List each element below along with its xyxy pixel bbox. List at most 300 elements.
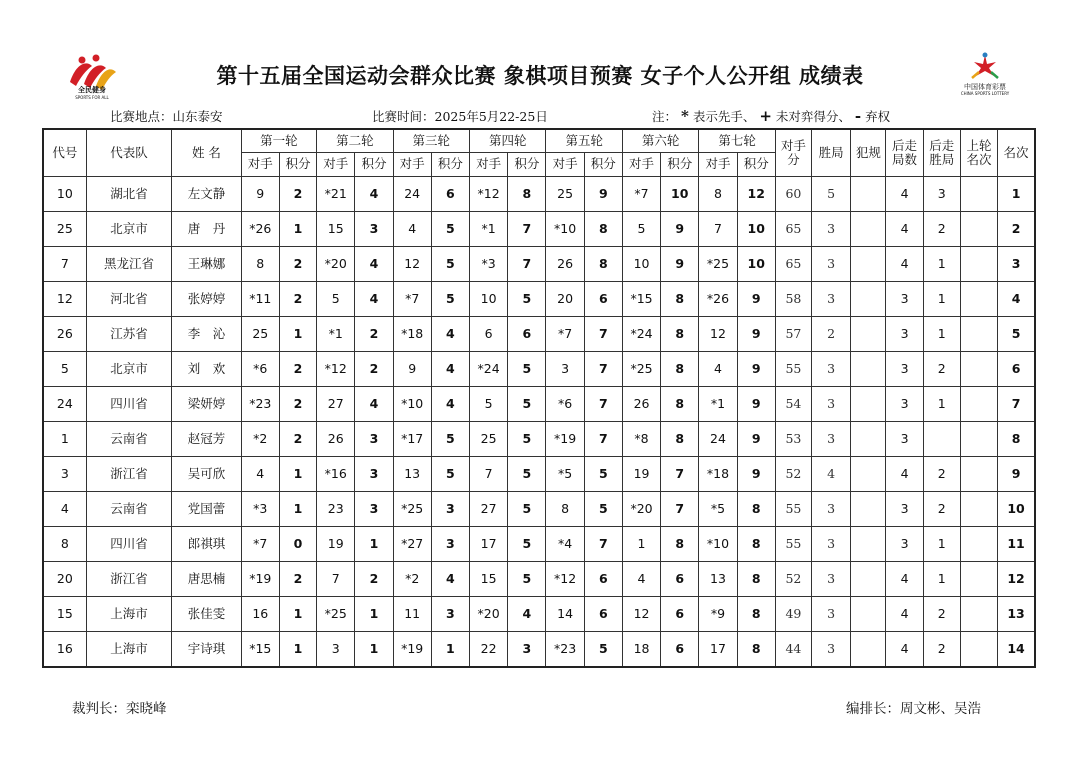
cell-points: 3 [355, 457, 393, 492]
match-time [372, 107, 548, 125]
cell-opponent: *19 [241, 562, 279, 597]
table-row [43, 282, 1035, 317]
legend-note [652, 107, 890, 125]
cell-code: 16 [43, 632, 86, 668]
cell-wins: 3 [812, 352, 851, 387]
col-code: 代号 [43, 129, 86, 177]
cell-opponent: 12 [699, 317, 737, 352]
cell-opponent: *25 [393, 492, 431, 527]
sub-opponent: 对手 [241, 153, 279, 177]
cell-opponent: *12 [546, 562, 584, 597]
cell-name: 李 沁 [172, 317, 241, 352]
cell-points: 3 [431, 492, 469, 527]
cell-points: 4 [431, 387, 469, 422]
cell-opponent: 15 [470, 562, 508, 597]
cell-code: 4 [43, 492, 86, 527]
cell-wins: 3 [812, 632, 851, 668]
cell-opponent: *4 [546, 527, 584, 562]
cell-points: 5 [508, 527, 546, 562]
cell-second-games: 4 [886, 247, 923, 282]
cell-points: 4 [431, 317, 469, 352]
cell-fouls [851, 632, 886, 668]
sub-points: 积分 [431, 153, 469, 177]
cell-code: 5 [43, 352, 86, 387]
cell-points: 7 [584, 387, 622, 422]
cell-points: 5 [508, 387, 546, 422]
cell-team: 四川省 [86, 527, 172, 562]
cell-second-wins: 3 [923, 177, 960, 212]
cell-opponent: 26 [546, 247, 584, 282]
cell-rank: 6 [998, 352, 1035, 387]
cell-team: 黑龙江省 [86, 247, 172, 282]
cell-points: 4 [355, 247, 393, 282]
table-row [43, 527, 1035, 562]
cell-opp-total: 52 [775, 457, 811, 492]
logo-right-caption: 中国体育彩票 [964, 83, 1006, 91]
cell-team: 江苏省 [86, 317, 172, 352]
cell-opponent: *12 [317, 352, 355, 387]
sub-points: 积分 [661, 153, 699, 177]
cell-team: 浙江省 [86, 562, 172, 597]
cell-opponent: 5 [470, 387, 508, 422]
cell-opponent: *24 [470, 352, 508, 387]
cell-opp-total: 57 [775, 317, 811, 352]
cell-opponent: 23 [317, 492, 355, 527]
cell-points: 8 [737, 492, 775, 527]
cell-code: 12 [43, 282, 86, 317]
cell-opponent: *7 [393, 282, 431, 317]
cell-fouls [851, 527, 886, 562]
cell-prev-rank [960, 422, 997, 457]
col-round-6: 第六轮 [622, 129, 698, 153]
cell-opponent: *18 [699, 457, 737, 492]
cell-wins: 3 [812, 387, 851, 422]
cell-opponent: 3 [546, 352, 584, 387]
cell-second-games: 3 [886, 492, 923, 527]
cell-wins: 3 [812, 597, 851, 632]
cell-fouls [851, 177, 886, 212]
cell-points: 5 [431, 422, 469, 457]
cell-second-games: 3 [886, 317, 923, 352]
cell-points: 2 [279, 177, 316, 212]
cell-opp-total: 55 [775, 527, 811, 562]
cell-name: 张婷婷 [172, 282, 241, 317]
cell-opponent: 4 [241, 457, 279, 492]
cell-opponent: 1 [622, 527, 660, 562]
cell-opponent: 10 [622, 247, 660, 282]
col-prev-rank: 上轮名次 [960, 129, 997, 177]
cell-opp-total: 52 [775, 562, 811, 597]
cell-opponent: *7 [241, 527, 279, 562]
cell-name: 左文静 [172, 177, 241, 212]
cell-name: 唐 丹 [172, 212, 241, 247]
sub-points: 积分 [737, 153, 775, 177]
cell-rank: 7 [998, 387, 1035, 422]
cell-wins: 2 [812, 317, 851, 352]
cell-code: 20 [43, 562, 86, 597]
cell-opp-total: 65 [775, 247, 811, 282]
sub-opponent: 对手 [546, 153, 584, 177]
cell-points: 1 [279, 597, 316, 632]
cell-opponent: *17 [393, 422, 431, 457]
col-team: 代表队 [86, 129, 172, 177]
cell-opponent: 18 [622, 632, 660, 668]
cell-opponent: *1 [470, 212, 508, 247]
cell-prev-rank [960, 387, 997, 422]
cell-opponent: 7 [470, 457, 508, 492]
table-row [43, 422, 1035, 457]
cell-rank: 2 [998, 212, 1035, 247]
cell-team: 湖北省 [86, 177, 172, 212]
cell-second-wins: 1 [923, 317, 960, 352]
cell-opponent: *5 [546, 457, 584, 492]
table-row [43, 632, 1035, 668]
location-value: 山东泰安 [172, 109, 223, 124]
cell-points: 9 [737, 352, 775, 387]
cell-opponent: 5 [317, 282, 355, 317]
cell-opp-total: 44 [775, 632, 811, 668]
cell-second-wins: 1 [923, 247, 960, 282]
cell-rank: 9 [998, 457, 1035, 492]
header-row-1 [43, 129, 1035, 153]
scheduler-label: 编排长： [846, 701, 900, 717]
cell-opponent: 27 [317, 387, 355, 422]
cell-points: 8 [661, 527, 699, 562]
cell-opp-total: 65 [775, 212, 811, 247]
cell-second-wins: 2 [923, 457, 960, 492]
cell-fouls [851, 457, 886, 492]
cell-name: 党国蕾 [172, 492, 241, 527]
cell-opponent: *15 [241, 632, 279, 668]
cell-opponent: *2 [241, 422, 279, 457]
cell-points: 2 [279, 282, 316, 317]
cell-opponent: 7 [699, 212, 737, 247]
cell-fouls [851, 387, 886, 422]
cell-points: 7 [661, 492, 699, 527]
cell-points: 12 [737, 177, 775, 212]
cell-points: 8 [661, 317, 699, 352]
cell-opponent: 26 [622, 387, 660, 422]
note-star-text: 表示先手、 [692, 109, 756, 124]
col-round-7: 第七轮 [699, 129, 775, 153]
cell-second-wins: 2 [923, 597, 960, 632]
cell-rank: 10 [998, 492, 1035, 527]
cell-opponent: 5 [622, 212, 660, 247]
cell-opponent: 27 [470, 492, 508, 527]
cell-opponent: *26 [241, 212, 279, 247]
col-rank: 名次 [998, 129, 1035, 177]
cell-team: 北京市 [86, 212, 172, 247]
time-label: 比赛时间： [372, 109, 435, 124]
cell-opponent: *27 [393, 527, 431, 562]
cell-points: 9 [661, 247, 699, 282]
cell-points: 2 [355, 562, 393, 597]
cell-rank: 13 [998, 597, 1035, 632]
cell-points: 1 [279, 212, 316, 247]
cell-points: 10 [737, 212, 775, 247]
note-star-symbol: * [681, 107, 689, 125]
cell-second-games: 4 [886, 457, 923, 492]
cell-opponent: 22 [470, 632, 508, 668]
cell-opponent: *7 [622, 177, 660, 212]
cell-prev-rank [960, 457, 997, 492]
cell-points: 7 [584, 352, 622, 387]
cell-opponent: 11 [393, 597, 431, 632]
cell-opponent: 9 [393, 352, 431, 387]
note-label: 注： [652, 109, 678, 124]
cell-rank: 12 [998, 562, 1035, 597]
results-table [42, 128, 1036, 668]
cell-points: 5 [508, 422, 546, 457]
cell-points: 8 [661, 422, 699, 457]
cell-points: 8 [661, 282, 699, 317]
col-round-2: 第二轮 [317, 129, 393, 153]
cell-points: 9 [737, 317, 775, 352]
logo-left-caption: 全民健身 [78, 85, 106, 94]
cell-points: 5 [584, 457, 622, 492]
cell-points: 2 [279, 562, 316, 597]
cell-points: 5 [508, 562, 546, 597]
cell-points: 1 [279, 317, 316, 352]
cell-points: 4 [355, 177, 393, 212]
cell-points: 3 [355, 422, 393, 457]
cell-points: 3 [431, 527, 469, 562]
cell-second-games: 4 [886, 177, 923, 212]
cell-points: 9 [737, 422, 775, 457]
cell-points: 5 [508, 282, 546, 317]
cell-opponent: *20 [622, 492, 660, 527]
cell-points: 1 [431, 632, 469, 668]
cell-points: 7 [508, 212, 546, 247]
cell-prev-rank [960, 212, 997, 247]
location-label: 比赛地点： [110, 109, 173, 124]
cell-rank: 5 [998, 317, 1035, 352]
cell-code: 25 [43, 212, 86, 247]
cell-opponent: *20 [317, 247, 355, 282]
cell-code: 3 [43, 457, 86, 492]
cell-second-games: 3 [886, 422, 923, 457]
cell-fouls [851, 492, 886, 527]
results-body [43, 177, 1035, 668]
cell-second-wins: 1 [923, 282, 960, 317]
cell-rank: 8 [998, 422, 1035, 457]
cell-code: 24 [43, 387, 86, 422]
cell-team: 上海市 [86, 597, 172, 632]
sub-points: 积分 [355, 153, 393, 177]
cell-opp-total: 58 [775, 282, 811, 317]
cell-second-wins: 2 [923, 492, 960, 527]
cell-opponent: *25 [622, 352, 660, 387]
cell-opponent: 12 [622, 597, 660, 632]
cell-second-games: 4 [886, 597, 923, 632]
cell-prev-rank [960, 352, 997, 387]
cell-points: 9 [737, 282, 775, 317]
cell-opponent: *6 [241, 352, 279, 387]
cell-name: 唐思楠 [172, 562, 241, 597]
cell-opponent: *10 [699, 527, 737, 562]
cell-points: 6 [661, 597, 699, 632]
cell-opponent: *19 [393, 632, 431, 668]
cell-points: 2 [279, 422, 316, 457]
col-name: 姓 名 [172, 129, 241, 177]
cell-points: 5 [584, 632, 622, 668]
cell-opponent: 17 [470, 527, 508, 562]
cell-name: 刘 欢 [172, 352, 241, 387]
cell-opponent: *20 [470, 597, 508, 632]
cell-opponent: *6 [546, 387, 584, 422]
cell-points: 4 [508, 597, 546, 632]
page-title: 第十五届全国运动会群众比赛 象棋项目预赛 女子个人公开组 成绩表 [216, 63, 864, 88]
cell-opponent: 25 [546, 177, 584, 212]
cell-team: 浙江省 [86, 457, 172, 492]
cell-prev-rank [960, 562, 997, 597]
col-fouls: 犯规 [851, 129, 886, 177]
cell-name: 张佳雯 [172, 597, 241, 632]
cell-team: 上海市 [86, 632, 172, 668]
cell-opponent: *18 [393, 317, 431, 352]
cell-points: 6 [661, 632, 699, 668]
cell-second-wins: 1 [923, 562, 960, 597]
cell-points: 3 [355, 492, 393, 527]
cell-points: 7 [584, 527, 622, 562]
cell-wins: 3 [812, 247, 851, 282]
cell-opponent: 6 [470, 317, 508, 352]
cell-points: 7 [661, 457, 699, 492]
cell-name: 王琳娜 [172, 247, 241, 282]
cell-rank: 1 [998, 177, 1035, 212]
cell-opp-total: 60 [775, 177, 811, 212]
cell-points: 10 [737, 247, 775, 282]
cell-opponent: *25 [317, 597, 355, 632]
cell-opponent: *9 [699, 597, 737, 632]
col-round-5: 第五轮 [546, 129, 622, 153]
cell-points: 8 [508, 177, 546, 212]
table-row [43, 597, 1035, 632]
cell-opponent: 25 [470, 422, 508, 457]
cell-rank: 11 [998, 527, 1035, 562]
referee-line [72, 697, 167, 717]
note-plus-symbol: + [759, 107, 772, 125]
cell-opponent: *21 [317, 177, 355, 212]
col-round-3: 第三轮 [393, 129, 469, 153]
cell-wins: 3 [812, 492, 851, 527]
cell-opponent: 3 [317, 632, 355, 668]
col-second-wins: 后走胜局 [923, 129, 960, 177]
cell-opponent: *7 [546, 317, 584, 352]
cell-opponent: 14 [546, 597, 584, 632]
cell-points: 6 [661, 562, 699, 597]
cell-opponent: *25 [699, 247, 737, 282]
cell-opponent: *26 [699, 282, 737, 317]
cell-points: 2 [279, 387, 316, 422]
table-row [43, 317, 1035, 352]
sub-points: 积分 [279, 153, 316, 177]
cell-rank: 14 [998, 632, 1035, 668]
cell-code: 8 [43, 527, 86, 562]
cell-points: 5 [508, 457, 546, 492]
cell-opponent: 24 [393, 177, 431, 212]
cell-code: 1 [43, 422, 86, 457]
cell-fouls [851, 247, 886, 282]
cell-fouls [851, 422, 886, 457]
cell-prev-rank [960, 317, 997, 352]
scheduler-line [846, 697, 981, 717]
cell-opp-total: 55 [775, 352, 811, 387]
cell-opponent: *23 [241, 387, 279, 422]
cell-opponent: 16 [241, 597, 279, 632]
cell-points: 5 [431, 282, 469, 317]
cell-rank: 3 [998, 247, 1035, 282]
match-location [110, 107, 223, 125]
cell-points: 5 [508, 352, 546, 387]
cell-opponent: 7 [317, 562, 355, 597]
cell-fouls [851, 317, 886, 352]
cell-fouls [851, 282, 886, 317]
cell-points: 8 [737, 597, 775, 632]
time-value: 2025年5月22-25日 [434, 109, 548, 124]
logo-right-subcaption: CHINA SPORTS LOTTERY [960, 91, 1010, 96]
cell-opponent: 26 [317, 422, 355, 457]
cell-points: 2 [279, 247, 316, 282]
cell-points: 8 [584, 212, 622, 247]
cell-opponent: 12 [393, 247, 431, 282]
cell-second-games: 3 [886, 282, 923, 317]
cell-prev-rank [960, 282, 997, 317]
note-minus-symbol: - [854, 107, 862, 125]
cell-points: 0 [279, 527, 316, 562]
cell-opponent: 15 [317, 212, 355, 247]
cell-points: 9 [737, 457, 775, 492]
cell-opponent: 9 [241, 177, 279, 212]
cell-points: 1 [355, 527, 393, 562]
logo-left-subcaption: SPORTS FOR ALL [75, 95, 109, 100]
cell-second-games: 4 [886, 632, 923, 668]
cell-points: 4 [431, 352, 469, 387]
cell-name: 梁妍婷 [172, 387, 241, 422]
cell-prev-rank [960, 492, 997, 527]
col-round-4: 第四轮 [470, 129, 546, 153]
cell-points: 8 [737, 632, 775, 668]
cell-fouls [851, 212, 886, 247]
cell-prev-rank [960, 177, 997, 212]
cell-name: 赵冠芳 [172, 422, 241, 457]
cell-opponent: 19 [622, 457, 660, 492]
cell-points: 8 [737, 527, 775, 562]
cell-points: 6 [584, 562, 622, 597]
cell-rank: 4 [998, 282, 1035, 317]
cell-points: 8 [737, 562, 775, 597]
cell-opponent: 17 [699, 632, 737, 668]
cell-points: 3 [508, 632, 546, 668]
cell-wins: 3 [812, 212, 851, 247]
cell-points: 3 [431, 597, 469, 632]
cell-second-games: 4 [886, 562, 923, 597]
cell-points: 1 [279, 492, 316, 527]
sub-points: 积分 [508, 153, 546, 177]
cell-opponent: *2 [393, 562, 431, 597]
cell-opponent: 8 [241, 247, 279, 282]
cell-opponent: *1 [699, 387, 737, 422]
cell-opponent: *24 [622, 317, 660, 352]
cell-opponent: 4 [699, 352, 737, 387]
cell-team: 四川省 [86, 387, 172, 422]
cell-opponent: *5 [699, 492, 737, 527]
cell-opp-total: 53 [775, 422, 811, 457]
cell-points: 9 [661, 212, 699, 247]
cell-team: 河北省 [86, 282, 172, 317]
cell-points: 8 [661, 352, 699, 387]
note-minus-text: 弃权 [865, 109, 891, 124]
